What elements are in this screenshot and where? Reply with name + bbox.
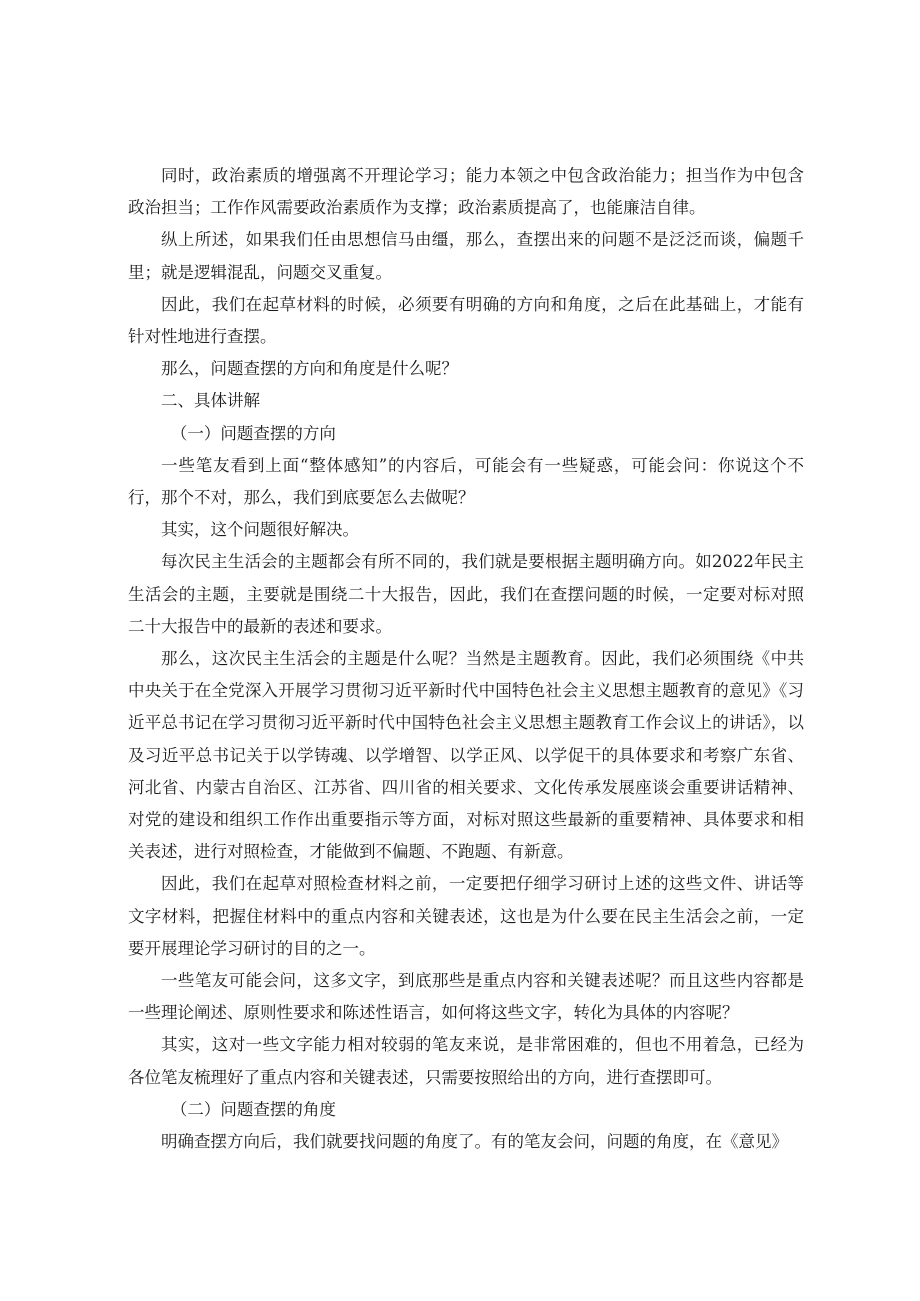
paragraph: 一些笔友可能会问，这多文字，到底那些是重点内容和关键表述呢？而且这些内容都是一些理论阐述、原则性要求和陈述性语言，如何将这些文字，转化为具体的内容呢？ bbox=[128, 971, 804, 1023]
paragraph: 因此，我们在起草材料的时候，必须要有明确的方向和角度，之后在此基础上，才能有针对性地进行查摆。 bbox=[128, 294, 804, 347]
paragraph: 那么，这次民主生活会的主题是什么呢？当然是主题教育。因此，我们必须围绕《中共中央关于在全党深入开展学习贯彻习近平新时代中国特色社会主义思想主题教育的意见》《习近平总书记在学习贯彻习近平新时代中国特色社会主义思想主题教育工作会议上的讲话》，以及习近平总书记关于以学铸魂、以学增智、以学正风、以学促干的具体要求和考察广东省、河北省、内蒙古自治区、江苏省、四川省的相关要求、文化传承发展座谈会重要讲话精神、对党的建设和组织工作作出重要指示等方面，对标对照这些最新的重要精神、具体要求和相关表述，进行对照检查，才能做到不偏题、不跑题、有新意。 bbox=[128, 649, 804, 862]
paragraph: 那么，问题查摆的方向和角度是什么呢？ bbox=[161, 359, 458, 379]
paragraph: 其实，这对一些文字能力相对较弱的笔友来说，是非常困难的，但也不用着急，已经为各位笔友梳理好了重点内容和关键表述，只需要按照给出的方向，进行查摆即可。 bbox=[128, 1035, 804, 1087]
subsection-heading: （二）问题查摆的角度 bbox=[170, 1099, 336, 1119]
paragraph: 其实，这个问题很好解决。 bbox=[161, 520, 359, 540]
paragraph: 同时，政治素质的增强离不开理论学习；能力本领之中包含政治能力；担当作为中包含政治担当；工作作风需要政治素质作为支撑；政治素质提高了，也能廉洁自律。 bbox=[128, 166, 804, 218]
paragraph: 因此，我们在起草对照检查材料之前，一定要把仔细学习研讨上述的这些文件、讲话等文字材料，把握住材料中的重点内容和关键表述，这也是为什么要在民主生活会之前，一定要开展理论学习研讨的目的之一。 bbox=[128, 874, 804, 958]
paragraph: 一些笔友看到上面“整体感知”的内容后，可能会有一些疑惑，可能会问：你说这个不行，那个不对，那么，我们到底要怎么去做呢？ bbox=[128, 455, 804, 508]
paragraph: 每次民主生活会的主题都会有所不同的，我们就是要根据主题明确方向。如2022年民主生活会的主题，主要就是围绕二十大报告，因此，我们在查摆问题的时候，一定要对标对照二十大报告中的最新的表述和要求。 bbox=[128, 552, 804, 636]
paragraph: 纵上所述，如果我们任由思想信马由缰，那么，查摆出来的问题不是泛泛而谈，偏题千里；就是逻辑混乱，问题交叉重复。 bbox=[128, 230, 804, 282]
subsection-heading: （一）问题查摆的方向 bbox=[170, 423, 336, 443]
paragraph: 明确查摆方向后，我们就要找问题的角度了。有的笔友会问，问题的角度，在《意见》 bbox=[161, 1132, 788, 1152]
section-heading: 二、具体讲解 bbox=[161, 391, 260, 411]
document-body bbox=[128, 160, 804, 1158]
